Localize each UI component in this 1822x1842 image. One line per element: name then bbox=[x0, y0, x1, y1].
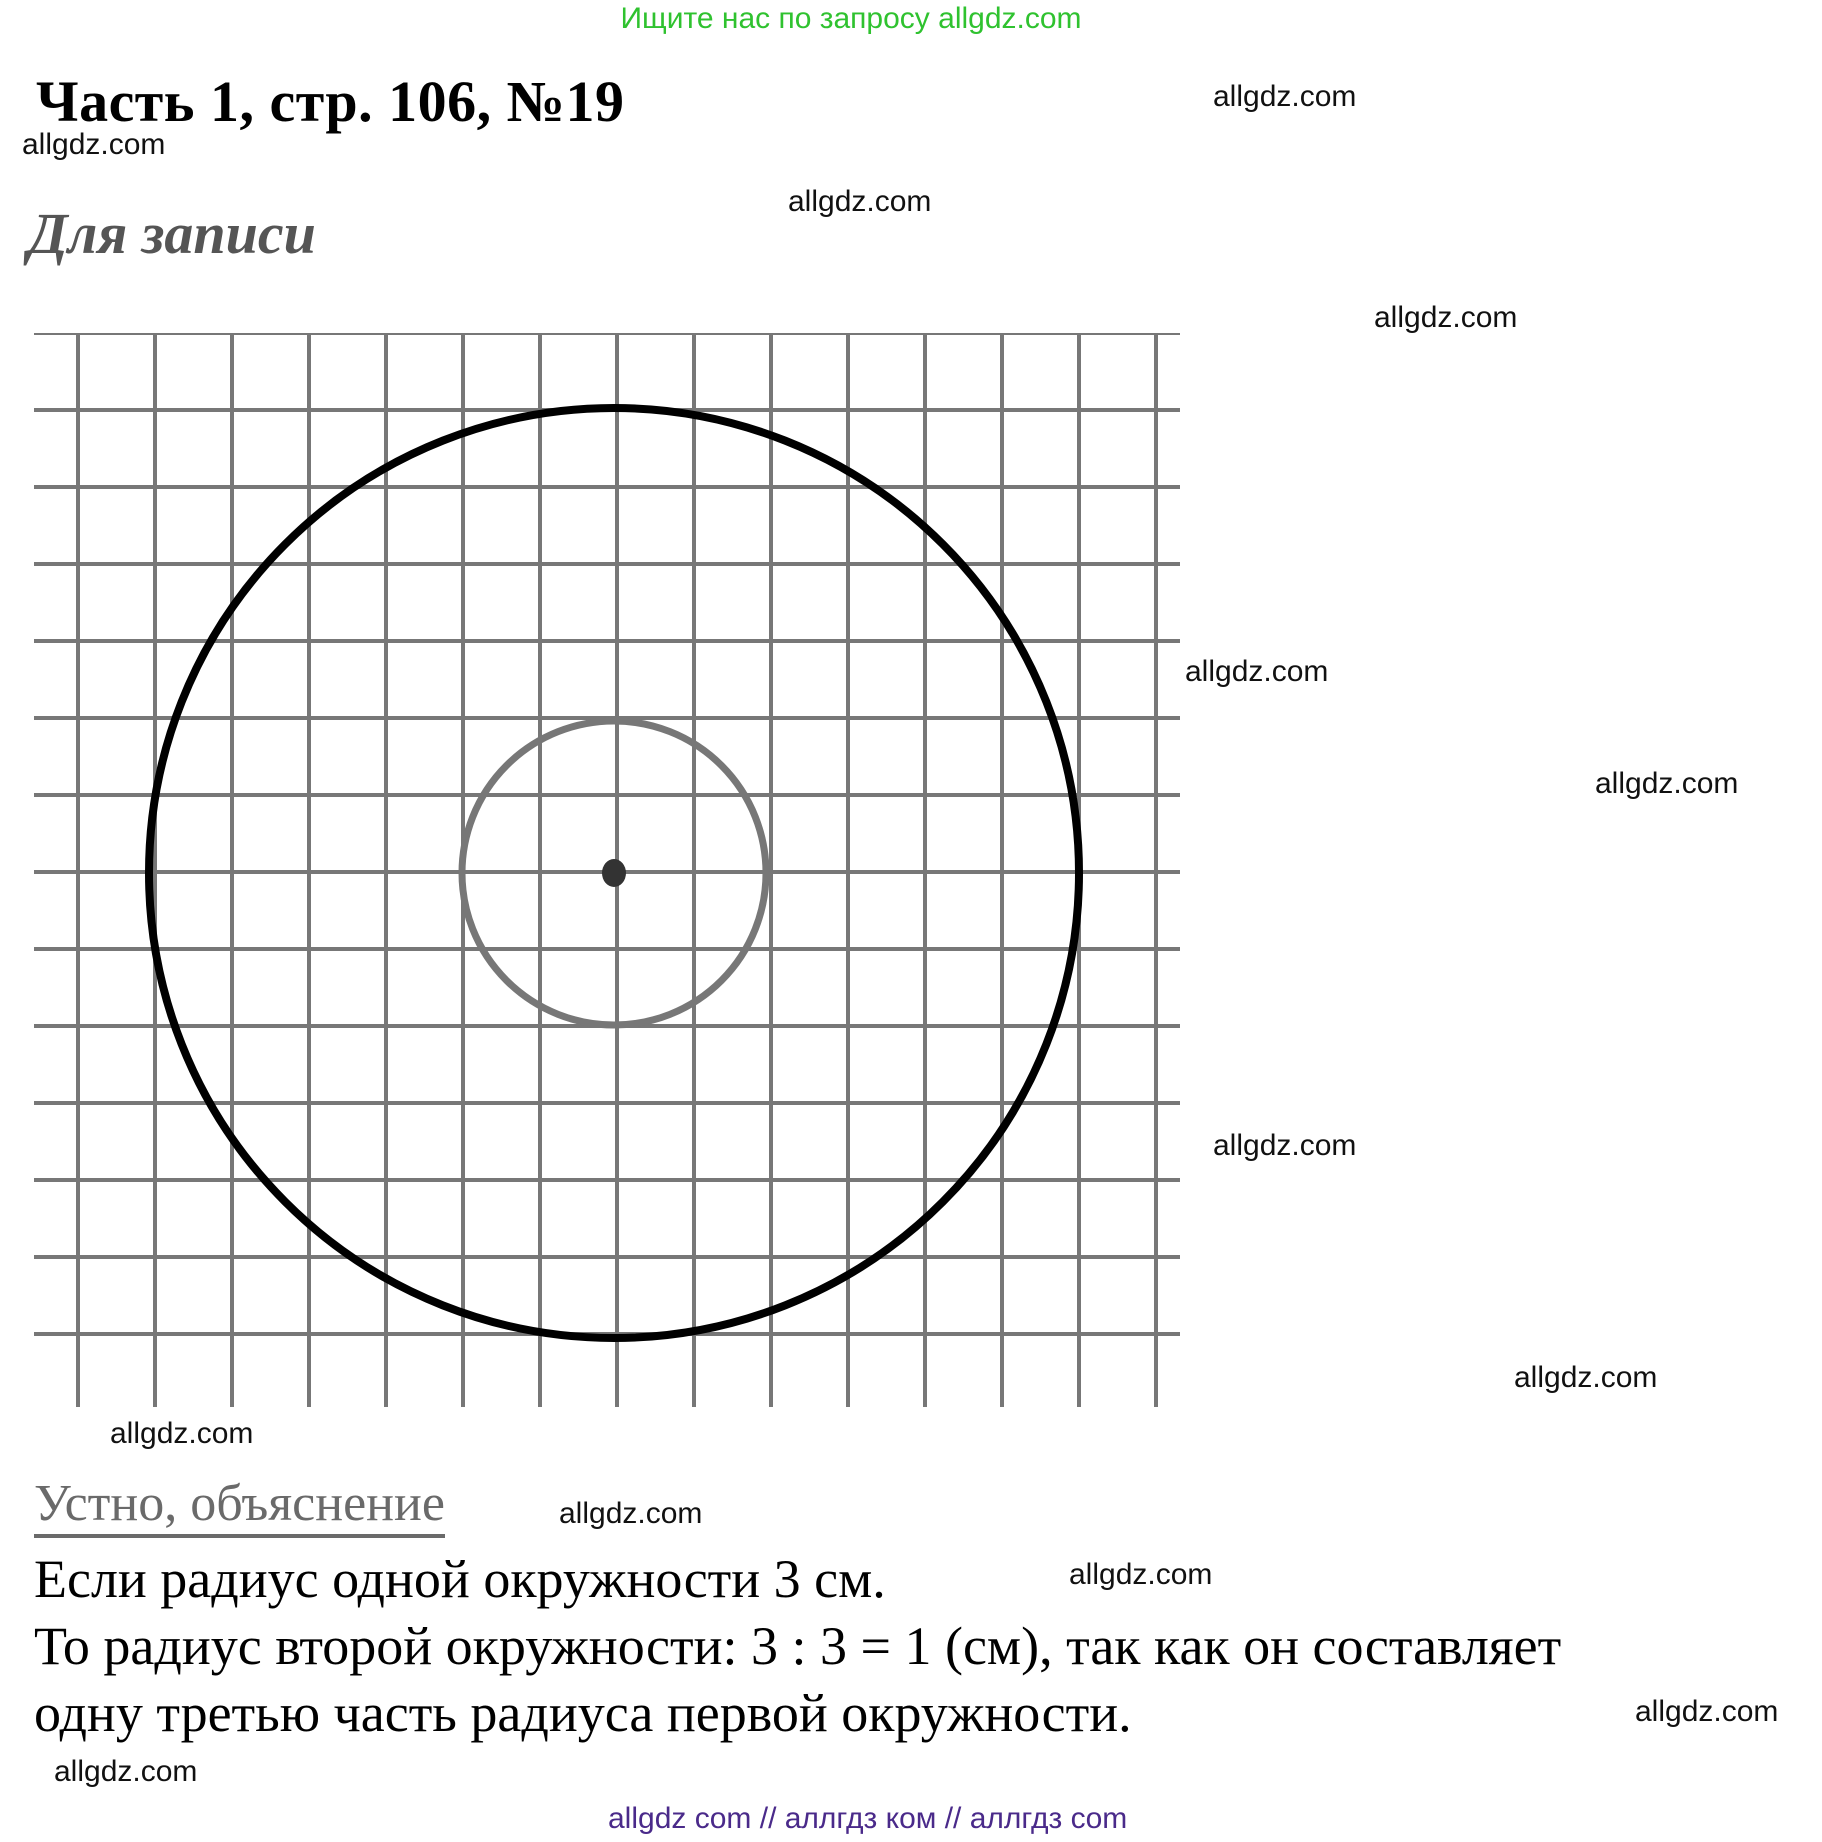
center-point bbox=[602, 859, 626, 887]
watermark: allgdz.com bbox=[1514, 1361, 1658, 1394]
watermark: allgdz.com bbox=[22, 128, 166, 161]
footer-links[interactable]: allgdz com // аллгдз ком // аллгдз com bbox=[608, 1802, 1128, 1835]
watermark: allgdz.com bbox=[1069, 1558, 1213, 1591]
watermark: allgdz.com bbox=[1635, 1695, 1779, 1728]
watermark: allgdz.com bbox=[1213, 80, 1357, 113]
watermark: allgdz.com bbox=[1213, 1129, 1357, 1162]
section-heading: Для записи bbox=[28, 201, 316, 266]
watermark: allgdz.com bbox=[110, 1417, 254, 1450]
watermark: allgdz.com bbox=[54, 1755, 198, 1788]
watermark: allgdz.com bbox=[788, 185, 932, 218]
answer-line: То радиус второй окружности: 3 : 3 = 1 (см), так как он составляет bbox=[34, 1616, 1562, 1676]
page-title: Часть 1, стр. 106, №19 bbox=[36, 69, 625, 134]
watermark: allgdz.com bbox=[1374, 301, 1518, 334]
watermark: allgdz.com bbox=[559, 1497, 703, 1530]
oral-heading: Устно, объяснение bbox=[34, 1476, 445, 1538]
watermark: allgdz.com bbox=[1185, 655, 1329, 688]
watermark: allgdz.com bbox=[1595, 767, 1739, 800]
grid-figure bbox=[34, 333, 1180, 1407]
answer-line: одну третью часть радиуса первой окружности. bbox=[34, 1683, 1132, 1743]
answer-line: Если радиус одной окружности 3 см. bbox=[34, 1549, 886, 1609]
search-banner[interactable]: Ищите нас по запросу allgdz.com bbox=[620, 2, 1082, 35]
